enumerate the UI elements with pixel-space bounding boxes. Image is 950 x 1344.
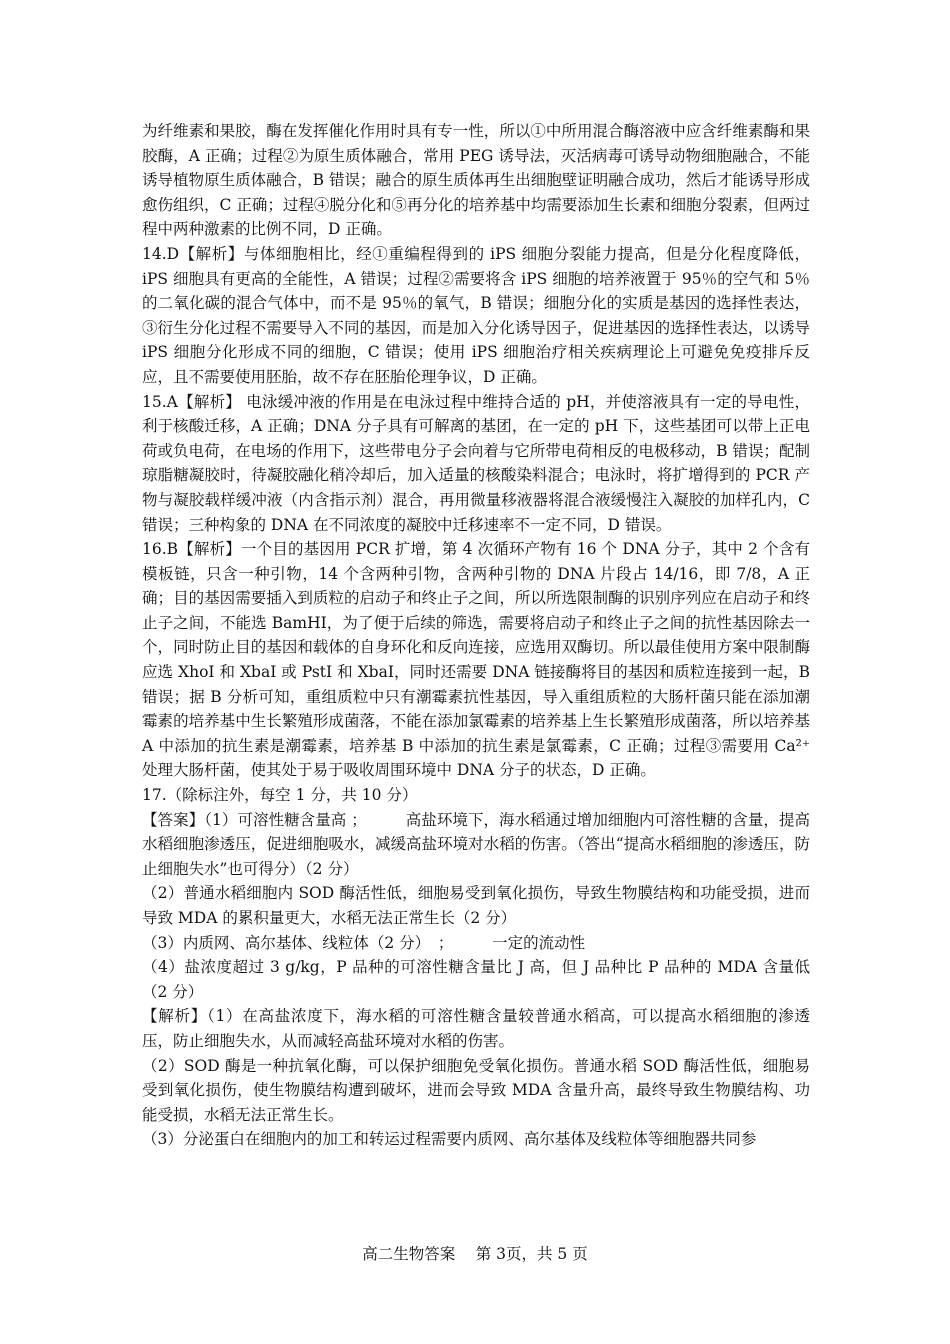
paragraph-17-analysis-3: （3）分泌蛋白在细胞内的加工和转运过程需要内质网、高尔基体及线粒体等细胞器共同参: [142, 1130, 757, 1149]
paragraph-17-answer-4: （4）盐浓度超过 3 g/kg，P 品种的可溶性糖含量比 J 高，但 J 品种比 P 品种的 MDA 含量低（2 分）: [142, 958, 810, 1001]
paragraph-13-continued: 为纤维素和果胶，酶在发挥催化作用时具有专一性，所以①中所用混合酶溶液中应含纤维素酶和果胶酶，A 正确；过程②为原生质体融合，常用 PEG 诱导法，灭活病毒可诱导动物细胞融合，不能诱导植物原生质体融合，B 错误；融合的原生质体再生出细胞壁证明融合成功，然后才能诱导形成愈伤组织，C 正确；过程④脱分化和⑤再分化的培养基中均需要添加生长素和细胞分裂素，但两过程中两种激素的比例不同，D 正确。: [142, 122, 810, 239]
paragraph-15: 15.A【解析】 电泳缓冲液的作用是在电泳过程中维持合适的 pH，并使溶液具有一定的导电性，利于核酸迁移，A 正确；DNA 分子具有可解离的基团，在一定的 pH 下，这些基团可以带上正电荷或负电荷，在电场的作用下，这些带电分子会向着与它所带电荷相反的电极移动，B 错误；配制琼脂糖凝胶时，待凝胶融化稍冷却后，加入适量的核酸染料混合；电泳时，将扩增得到的 PCR 产物与凝胶载样缓冲液（内含指示剂）混合，再用微量移液器将混合液缓慢注入凝胶的加样孔内，C 错误；三种构象的 DNA 在不同浓度的凝胶中迁移速率不一定不同，D 错误。: [142, 392, 810, 534]
paragraph-16: 16.B【解析】一个目的基因用 PCR 扩增，第 4 次循环产物有 16 个 DNA 分子，其中 2 个含有模板链，只含一种引物，14 个含两种引物，含两种引物的 DNA 片段占 14/16，即 7/8，A 正确；目的基因需要插入到质粒的启动子和终止子之间，所以所选限制酶的识别序列应在启动子和终止子之间，不能选 BamHI，为了便于后续的筛选，需要将启动子和终止子之间的抗性基因除去一个，同时防止目的基因和载体的自身环化和反向连接，应选用双酶切。所以最佳使用方案中限制酶应选 XhoI 和 XbaI 或 PstI 和 XbaI，同时还需要 DNA 链接酶将目的基因和质粒连接到一起，B 错误；据 B 分析可知，重组质粒中只有潮霉素抗性基因，导入重组质粒的大肠杆菌只能在添加潮霉素的培养基中生长繁殖形成菌落，不能在添加氯霉素的培养基上生长繁殖形成菌落，所以培养基 A 中添加的抗生素是潮霉素，培养基 B 中添加的抗生素是氯霉素，C 正确；过程③需要用 Ca²⁺处理大肠杆菌，使其处于易于吸收周围环境中 DNA 分子的状态，D 正确。: [142, 540, 810, 780]
paragraph-17-analysis-1: 【解析】（1）在高盐浓度下，海水稻的可溶性糖含量较普通水稻高，可以提高水稻细胞的渗透压，防止细胞失水，从而减轻高盐环境对水稻的伤害。: [142, 1007, 810, 1050]
page-footer: 高二生物答案 第 3页，共 5 页: [362, 1245, 588, 1263]
answer-text-body: [142, 119, 810, 1152]
paragraph-14: 14.D【解析】与体细胞相比，经①重编程得到的 iPS 细胞分裂能力提高，但是分化程度降低，iPS 细胞具有更高的全能性，A 错误；过程②需要将含 iPS 细胞的培养液置于 95％的空气和 5％的二氧化碳的混合气体中，而不是 95％的氧气，B 错误；细胞分化的实质是基因的选择性表达，③衍生分化过程不需要导入不同的基因，而是加入分化诱导因子，促进基因的选择性表达，以诱导 iPS 细胞分化形成不同的细胞，C 错误；使用 iPS 细胞治疗相关疾病理论上可避免免疫排斥反应，且不需要使用胚胎，故不存在胚胎伦理争议，D 正确。: [142, 244, 810, 386]
paragraph-17-answer-2: （2）普通水稻细胞内 SOD 酶活性低，细胞易受到氧化损伤，导致生物膜结构和功能受损，进而导致 MDA 的累积量更大，水稻无法正常生长（2 分）: [142, 884, 810, 927]
paragraph-17-answer-1: 【答案】（1）可溶性糖含量高 ； 高盐环境下，海水稻通过增加细胞内可溶性糖的含量，提高水稻细胞渗透压，促进细胞吸水，减缓高盐环境对水稻的伤害。（答出“提高水稻细胞的渗透压，防止细胞失水”也可得分）（2 分）: [142, 810, 810, 878]
paragraph-17-analysis-2: （2）SOD 酶是一种抗氧化酶，可以保护细胞免受氧化损伤。普通水稻 SOD 酶活性低，细胞易受到氧化损伤，使生物膜结构遭到破坏，进而会导致 MDA 含量升高，最终导致生物膜结构、功能受损，水稻无法正常生长。: [142, 1056, 810, 1124]
paragraph-17-header: 17.（除标注外，每空 1 分，共 10 分）: [142, 786, 418, 805]
paragraph-17-answer-3: （3）内质网、高尔基体、线粒体（2 分） ； 一定的流动性: [142, 933, 586, 952]
